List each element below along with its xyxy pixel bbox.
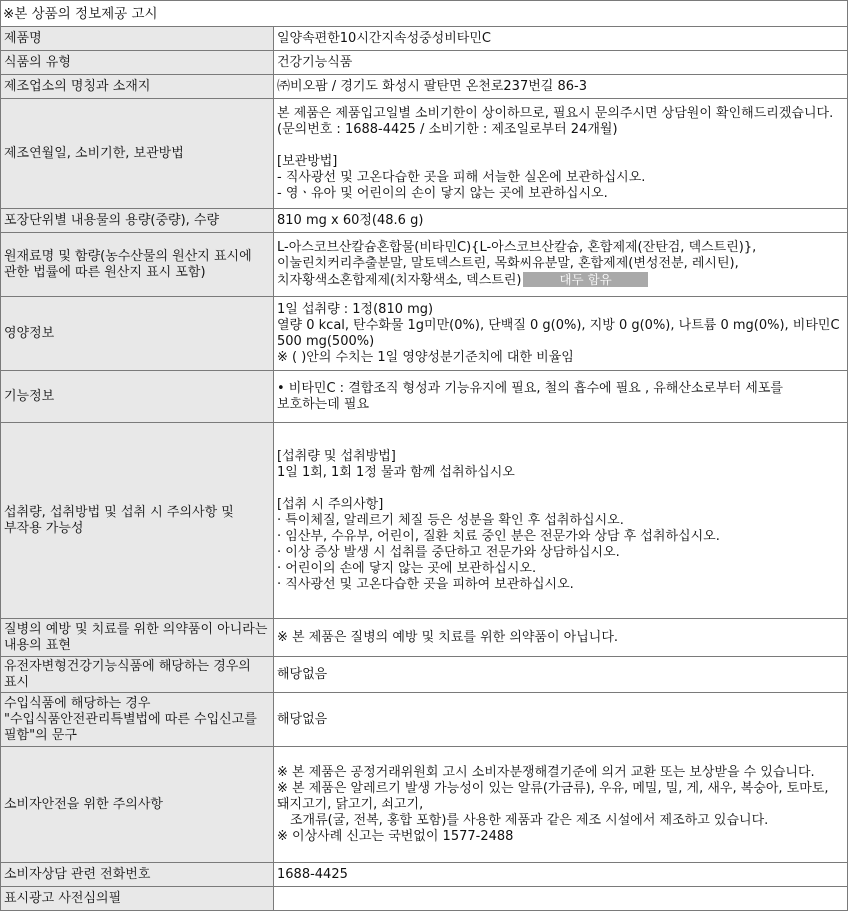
- row-label: 원재료명 및 함량(농수산물의 원산지 표시에 관한 법률에 따른 원산지 표시 포함): [1, 233, 274, 297]
- notice-caption: ※본 상품의 정보제공 고시: [0, 0, 848, 26]
- row-label: 제조연월일, 소비기한, 보관방법: [1, 99, 274, 209]
- allergen-badge: 대두 함유: [523, 272, 647, 287]
- ingredients-text: L-아스코브산칼슘혼합물(비타민C){L-아스코브산칼슘, 혼합제제(잔탄검, 덱스트린)}, 이눌린치커리추출분말, 말토덱스트린, 목화씨유분말, 혼합제제(변성전분, 레시틴), 치자황색소혼합제제(치자황색소, 덱스트린): [277, 240, 757, 288]
- row-value: 해당없음: [274, 657, 848, 693]
- row-label: 유전자변형건강기능식품에 해당하는 경우의 표시: [1, 657, 274, 693]
- row-label: 섭취량, 섭취방법 및 섭취 시 주의사항 및 부작용 가능성: [1, 423, 274, 619]
- row-label: 포장단위별 내용물의 용량(중량), 수량: [1, 209, 274, 233]
- table-row: [1, 693, 848, 747]
- table-row: [1, 75, 848, 99]
- storage-line: 본 제품은 제품입고일별 소비기한이 상이하므로, 필요시 문의주시면 상담원이 확인해드리겠습니다. (문의번호 : 1688-4425 / 소비기한 : 제조일로부터 24개월): [277, 105, 838, 137]
- table-row: [1, 657, 848, 693]
- intake-line: 1일 1회, 1회 1정 물과 함께 섭취하십시오: [277, 464, 515, 480]
- row-label: 제품명: [1, 27, 274, 51]
- row-value: [274, 99, 848, 209]
- storage-line: - 영ㆍ유아 및 어린이의 손이 닿지 않는 곳에 보관하십시오.: [277, 185, 608, 201]
- row-label: 기능정보: [1, 371, 274, 423]
- row-value: 1688-4425: [274, 863, 848, 887]
- nutrition-line: 열량 0 kcal, 탄수화물 1g미만(0%), 단백질 0 g(0%), 지방 0 g(0%), 나트륨 0 mg(0%), 비타민C 500 mg(500%): [277, 317, 844, 349]
- table-row: [1, 887, 848, 911]
- table-row: [1, 209, 848, 233]
- row-value: ※ 본 제품은 질병의 예방 및 치료를 위한 의약품이 아닙니다.: [274, 619, 848, 657]
- row-value: • 비타민C : 결합조직 형성과 기능유지에 필요, 철의 흡수에 필요 , 유해산소로부터 세포를 보호하는데 필요: [274, 371, 848, 423]
- product-info-table: [0, 26, 848, 911]
- row-value: 810 mg x 60정(48.6 g): [274, 209, 848, 233]
- row-label: 질병의 예방 및 치료를 위한 의약품이 아니라는 내용의 표현: [1, 619, 274, 657]
- caution-item: · 어린이의 손에 닿지 않는 곳에 보관하십시오.: [277, 560, 537, 576]
- row-value: 해당없음: [274, 693, 848, 747]
- storage-line: - 직사광선 및 고온다습한 곳을 피해 서늘한 실온에 보관하십시오.: [277, 169, 646, 185]
- intake-line: [섭취 시 주의사항]: [277, 496, 384, 512]
- row-label: 제조업소의 명칭과 소재지: [1, 75, 274, 99]
- row-value: [274, 423, 848, 619]
- table-row: [1, 747, 848, 863]
- nutrition-line: 1일 섭취량 : 1정(810 mg): [277, 301, 434, 317]
- row-label: 표시광고 사전심의필: [1, 887, 274, 911]
- table-row: [1, 297, 848, 371]
- row-label: 식품의 유형: [1, 51, 274, 75]
- row-value: 일양속편한10시간지속성중성비타민C: [274, 27, 848, 51]
- table-row: [1, 619, 848, 657]
- storage-line: [보관방법]: [277, 153, 338, 169]
- safety-line: ※ 본 제품은 알레르기 발생 가능성이 있는 알류(가금류), 우유, 메밀, 밀, 게, 새우, 복숭아, 토마토, 돼지고기, 닭고기, 쇠고기,: [277, 780, 833, 812]
- row-label: 수입식품에 해당하는 경우 "수입식품안전관리특별법에 따른 수입신고를 필함"의 문구: [1, 693, 274, 747]
- row-label: 소비자안전을 위한 주의사항: [1, 747, 274, 863]
- table-row: [1, 863, 848, 887]
- row-value: [274, 297, 848, 371]
- caution-item: · 특이체질, 알레르기 체질 등은 성분을 확인 후 섭취하십시오.: [277, 512, 624, 528]
- caution-item: · 직사광선 및 고온다습한 곳을 피하여 보관하십시오.: [277, 576, 574, 592]
- table-row: [1, 423, 848, 619]
- table-row: [1, 51, 848, 75]
- row-label: 소비자상담 관련 전화번호: [1, 863, 274, 887]
- row-value: ㈜비오팜 / 경기도 화성시 팔탄면 온천로237번길 86-3: [274, 75, 848, 99]
- row-value: 건강기능식품: [274, 51, 848, 75]
- caution-item: · 이상 증상 발생 시 섭취를 중단하고 전문가와 상담하십시오.: [277, 544, 620, 560]
- safety-line: ※ 본 제품은 공정거래위원회 고시 소비자분쟁해결기준에 의거 교환 또는 보상받을 수 있습니다.: [277, 764, 815, 780]
- nutrition-line: ※ ( )안의 수치는 1일 영양성분기준치에 대한 비율임: [277, 349, 574, 365]
- row-label: 영양정보: [1, 297, 274, 371]
- table-row: [1, 99, 848, 209]
- safety-line: ※ 이상사례 신고는 국번없이 1577-2488: [277, 828, 514, 844]
- row-value: [274, 747, 848, 863]
- safety-line: 조개류(굴, 전복, 홍합 포함)를 사용한 제품과 같은 제조 시설에서 제조하고 있습니다.: [290, 812, 769, 828]
- table-row: [1, 371, 848, 423]
- row-value: [274, 887, 848, 911]
- table-row: [1, 233, 848, 297]
- table-row: [1, 27, 848, 51]
- caution-item: · 임산부, 수유부, 어린이, 질환 치료 중인 분은 전문가와 상담 후 섭취하십시오.: [277, 528, 720, 544]
- row-value: [274, 233, 848, 297]
- intake-line: [섭취량 및 섭취방법]: [277, 448, 396, 464]
